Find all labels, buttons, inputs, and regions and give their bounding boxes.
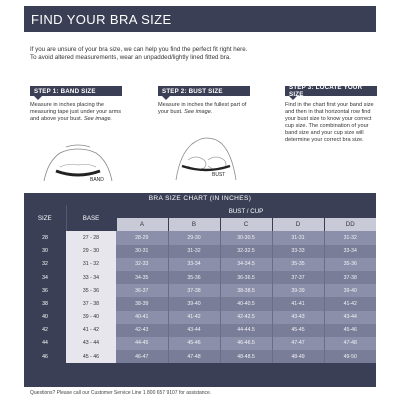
step-locate-size xyxy=(285,86,377,144)
band-label: BAND xyxy=(90,177,104,183)
bust-measure-illustration xyxy=(166,132,246,182)
cup-cell: 43-44 xyxy=(168,324,220,337)
cup-cell: 41-41 xyxy=(272,297,324,310)
table-row xyxy=(24,337,376,350)
base-cell: 41 - 42 xyxy=(66,324,116,337)
cup-cell: 36-37 xyxy=(116,284,168,297)
table-row xyxy=(24,245,376,258)
cup-cell: 46-47 xyxy=(116,350,168,363)
step-1-arrow-icon xyxy=(34,96,42,100)
step-1-see-image: See image. xyxy=(83,116,113,122)
cup-cell: 45-46 xyxy=(168,337,220,350)
base-cell: 37 - 38 xyxy=(66,297,116,310)
intro-line-2: To avoid altered measurements, wear an unpadded/lightly lined fitted bra. xyxy=(30,54,231,61)
cup-cell: 45-46 xyxy=(324,324,376,337)
cup-cell: 48-49 xyxy=(272,350,324,363)
cup-cell: 34-35 xyxy=(116,271,168,284)
size-cell: 36 xyxy=(24,284,66,297)
band-measure-illustration xyxy=(38,141,118,183)
cup-cell: 38-39 xyxy=(116,297,168,310)
step-2-description: Measure in inches the fullest part of your bust. xyxy=(158,102,247,115)
cup-cell: 47-47 xyxy=(272,337,324,350)
cup-cell: 48-48.5 xyxy=(220,350,272,363)
cup-cell: 40-40.5 xyxy=(220,297,272,310)
cup-cell: 44-45 xyxy=(116,337,168,350)
cup-cell: 31-31 xyxy=(272,231,324,244)
base-cell: 33 - 34 xyxy=(66,271,116,284)
cup-cell: 43-43 xyxy=(272,311,324,324)
step-band-size xyxy=(30,86,122,123)
chart-title: BRA SIZE CHART (IN INCHES) xyxy=(148,195,252,202)
cup-cell: 39-39 xyxy=(272,284,324,297)
cup-cell: 47-48 xyxy=(168,350,220,363)
table-row xyxy=(24,271,376,284)
cup-cell: 40-41 xyxy=(116,311,168,324)
step-1-title: STEP 1: BAND SIZE xyxy=(30,86,122,96)
cup-cell: 47-48 xyxy=(324,337,376,350)
base-cell: 31 - 32 xyxy=(66,258,116,271)
table-row xyxy=(24,297,376,310)
cup-header-b: B xyxy=(168,218,220,231)
cup-cell: 49-50 xyxy=(324,350,376,363)
size-cell: 28 xyxy=(24,231,66,244)
cup-cell: 34-34.5 xyxy=(220,258,272,271)
cup-cell: 35-36 xyxy=(324,258,376,271)
size-cell: 30 xyxy=(24,245,66,258)
cup-cell: 35-36 xyxy=(168,271,220,284)
step-3-description: Find in the chart first your band size and then in that horizontal row find your bust size to know your correct cup size. The combination of your band size and your cup size will determine your correct bra size. xyxy=(285,102,374,143)
base-cell: 35 - 36 xyxy=(66,284,116,297)
step-2-see-image: See image. xyxy=(184,109,213,115)
cup-cell: 42-42.5 xyxy=(220,311,272,324)
size-cell: 40 xyxy=(24,311,66,324)
col-header-cup: BUST / CUP xyxy=(228,208,264,216)
cup-header-a: A xyxy=(116,218,168,231)
cup-cell: 41-42 xyxy=(324,297,376,310)
col-header-size: SIZE xyxy=(24,205,66,231)
cup-cell: 42-43 xyxy=(116,324,168,337)
size-cell: 32 xyxy=(24,258,66,271)
cup-cell: 37-37 xyxy=(272,271,324,284)
cup-header-c: C xyxy=(220,218,272,231)
intro-text xyxy=(30,46,370,62)
base-cell: 29 - 30 xyxy=(66,245,116,258)
cup-cell: 30-31 xyxy=(116,245,168,258)
cup-cell: 45-45 xyxy=(272,324,324,337)
cup-cell: 43-44 xyxy=(324,311,376,324)
cup-cell: 30-30.5 xyxy=(220,231,272,244)
cup-cell: 31-32 xyxy=(324,231,376,244)
step-3-text xyxy=(285,102,377,144)
footer-contact: Questions? Please call our Customer Service Line 1 800 657 9107 for assistance. xyxy=(30,390,212,396)
step-3-title: STEP 3: LOCATE YOUR SIZE xyxy=(285,86,377,96)
size-cell: 34 xyxy=(24,271,66,284)
cup-cell: 32-33 xyxy=(116,258,168,271)
bra-size-chart xyxy=(24,193,376,387)
step-1-description: Measure in inches placing the measuring tape just under your arms and above your bust. xyxy=(30,102,122,122)
cup-cell: 32-32.5 xyxy=(220,245,272,258)
base-cell: 43 - 44 xyxy=(66,337,116,350)
step-1-text xyxy=(30,102,122,123)
table-row xyxy=(24,258,376,271)
cup-cell: 31-32 xyxy=(168,245,220,258)
cup-header-d: D xyxy=(272,218,324,231)
table-row xyxy=(24,284,376,297)
cup-header-dd: DD xyxy=(324,218,376,231)
size-cell: 46 xyxy=(24,350,66,363)
intro-line-1: If you are unsure of your bra size, we can help you find the perfect fit right here. xyxy=(30,46,248,53)
step-2-text xyxy=(158,102,250,116)
cup-cell: 37-38 xyxy=(168,284,220,297)
cup-cell: 28-29 xyxy=(116,231,168,244)
cup-cell: 33-34 xyxy=(168,258,220,271)
table-row xyxy=(24,350,376,363)
step-bust-size xyxy=(158,86,250,116)
page-title: FIND YOUR BRA SIZE xyxy=(31,11,172,27)
base-cell: 45 - 46 xyxy=(66,350,116,363)
cup-cell: 46-46.5 xyxy=(220,337,272,350)
cup-cell: 37-38 xyxy=(324,271,376,284)
step-2-arrow-icon xyxy=(162,96,170,100)
size-cell: 42 xyxy=(24,324,66,337)
cup-cell: 36-36.5 xyxy=(220,271,272,284)
size-cell: 44 xyxy=(24,337,66,350)
cup-cell: 39-40 xyxy=(324,284,376,297)
base-cell: 39 - 40 xyxy=(66,311,116,324)
base-cell: 27 - 28 xyxy=(66,231,116,244)
size-table xyxy=(24,205,376,363)
cup-cell: 38-38.5 xyxy=(220,284,272,297)
table-row xyxy=(24,231,376,244)
cup-cell: 44-44.5 xyxy=(220,324,272,337)
cup-cell: 33-33 xyxy=(272,245,324,258)
cup-cell: 33-34 xyxy=(324,245,376,258)
cup-cell: 41-42 xyxy=(168,311,220,324)
page-title-bar xyxy=(24,6,376,32)
cup-cell: 35-35 xyxy=(272,258,324,271)
cup-cell: 29-30 xyxy=(168,231,220,244)
col-header-base: BASE xyxy=(66,205,116,231)
step-2-title: STEP 2: BUST SIZE xyxy=(158,86,250,96)
table-row xyxy=(24,311,376,324)
cup-cell: 39-40 xyxy=(168,297,220,310)
size-cell: 38 xyxy=(24,297,66,310)
table-row xyxy=(24,324,376,337)
bust-label: BUST xyxy=(212,172,226,178)
